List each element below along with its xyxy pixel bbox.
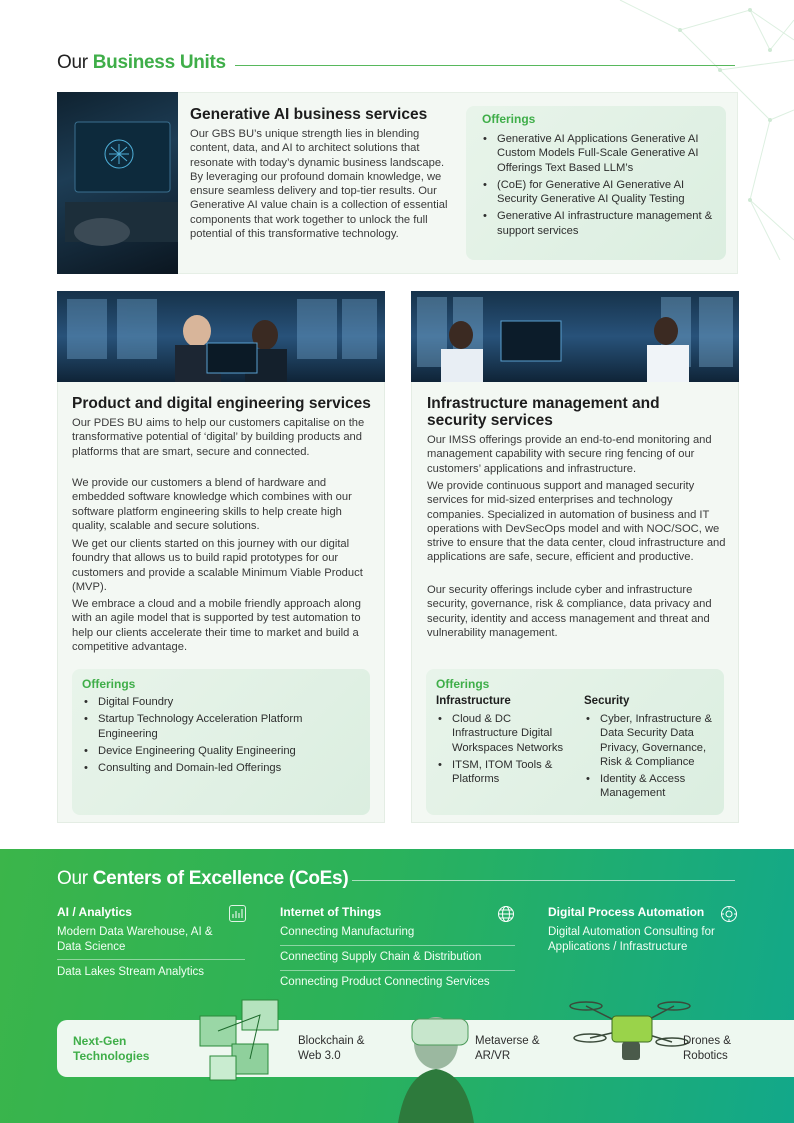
coe-iot-divider-2 <box>280 970 515 971</box>
pdes-photo <box>57 291 385 382</box>
list-item: • Device Engineering Quality Engineering <box>82 744 352 758</box>
imss-offerings-box <box>426 669 724 815</box>
list-item: • Startup Technology Acceleration Platform Engineering <box>82 712 352 741</box>
security-title: Security <box>584 695 630 707</box>
coe-divider <box>352 880 735 881</box>
list-item: • Identity & Access Management <box>584 772 716 801</box>
coe-iot-item-1: Connecting Manufacturing <box>280 926 415 938</box>
pdes-title: Product and digital engineering services <box>72 395 371 412</box>
coe-iot-item-2: Connecting Supply Chain & Distribution <box>280 951 482 963</box>
coe-title: Our Centers of Excellence (CoEs) <box>57 868 349 889</box>
list-item: • Digital Foundry <box>82 695 352 709</box>
imss-paragraph-3: Our security offerings include cyber and infrastructure security, governance, risk & compliance, data privacy and security, identity and access management and threat and vulnerability management. <box>427 584 712 639</box>
gear-icon <box>720 905 738 923</box>
pdes-paragraph-2: We provide our customers a blend of hardware and embedded software knowledge which combines with our software platform engineering skills to help create high quality, scalable and secure solutions. <box>72 477 352 532</box>
genai-photo <box>57 92 178 274</box>
pdes-paragraph-3: We get our clients started on this journey with our digital foundry that allows us to build rapid prototypes for our customers and provide a scalable Minimum Viable Product (MVP). <box>72 538 363 593</box>
genai-offerings-box <box>466 106 726 260</box>
coe-dpa-item-1: Digital Automation Consulting for Applications / Infrastructure <box>548 926 715 953</box>
coe-ai-title: AI / Analytics <box>57 905 132 919</box>
genai-offerings-title: Offerings <box>482 112 536 126</box>
pdes-offerings-box <box>72 669 370 815</box>
business-units-title: Our Business Units <box>57 52 226 73</box>
list-item: • Generative AI infrastructure management & support services <box>481 209 716 238</box>
list-item: • Cloud & DC Infrastructure Digital Workspaces Networks <box>436 712 571 755</box>
genai-body: Our GBS BU’s unique strength lies in blending content, data, and AI to architect solutions that resonate with today’s dynamic business landscape. By leveraging our profound domain knowledge, we ensure seamless delivery and top-tier results. Our Generative AI value chain is a collection of essential components that work together to unlock the full potential of this transformative technology. <box>190 128 448 241</box>
nextgen-label: Next-Gen Technologies <box>73 1034 150 1063</box>
list-item: • (CoE) for Generative AI Generative AI Security Generative AI Quality Testing <box>481 178 716 207</box>
pdes-paragraph-1: Our PDES BU aims to help our customers capitalise on the transformative potential of ‘digital’ by building products and platforms that are smart, secure and connected. <box>72 417 365 458</box>
genai-title: Generative AI business services <box>190 106 428 123</box>
coe-ai-divider <box>57 959 245 960</box>
list-item: • Generative AI Applications Generative AI Custom Models Full-Scale Generative AI Offerings Text Based LLM’s <box>481 132 716 175</box>
coe-iot-divider-1 <box>280 945 515 946</box>
pdes-offerings-title: Offerings <box>82 677 136 691</box>
imss-photo <box>411 291 739 382</box>
imss-offerings-title: Offerings <box>436 677 490 691</box>
coe-iot-title: Internet of Things <box>280 905 382 919</box>
vr-person-graphic <box>388 1003 484 1123</box>
globe-icon <box>497 905 515 923</box>
chart-icon <box>229 905 246 922</box>
list-item: • Consulting and Domain-led Offerings <box>82 761 352 775</box>
coe-ai-item-2: Data Lakes Stream Analytics <box>57 966 205 978</box>
imss-paragraph-1: Our IMSS offerings provide an end-to-end monitoring and management capability with secure ring fencing of our customers’ applications and infrastructure. <box>427 434 712 475</box>
blockchain-cubes-graphic <box>192 996 292 1096</box>
pdes-offerings-list <box>82 695 352 778</box>
coe-dpa-title: Digital Process Automation <box>548 905 705 919</box>
drone-graphic <box>568 992 694 1066</box>
title-divider <box>235 65 735 66</box>
imss-title: Infrastructure management and security services <box>427 395 660 429</box>
genai-offerings-list <box>481 132 716 241</box>
list-item: • Cyber, Infrastructure & Data Security Data Privacy, Governance, Risk & Compliance <box>584 712 716 769</box>
list-item: • ITSM, ITOM Tools & Platforms <box>436 758 571 787</box>
imss-paragraph-2: We provide continuous support and managed security services for mid-sized enterprises and technology companies. Specialized in automation of business and IT operations with DevSecOps model and with NOC/SOC, we strive to ensure that the data center, cloud infrastructure and applications are safe, secure, efficient and productive. <box>427 480 726 564</box>
pdes-paragraph-4: We embrace a cloud and a mobile friendly approach along with an agile model that is supported by test automation to help our clients accelerate their time to market and build a competitive advantage. <box>72 598 361 653</box>
nextgen-item-drones: Drones & Robotics <box>683 1035 731 1062</box>
infra-list <box>436 712 571 789</box>
security-list <box>584 712 716 804</box>
coe-iot-item-3: Connecting Product Connecting Services <box>280 976 490 988</box>
nextgen-item-metaverse: Metaverse & AR/VR <box>475 1035 540 1062</box>
infra-title: Infrastructure <box>436 695 511 707</box>
nextgen-item-blockchain: Blockchain & Web 3.0 <box>298 1035 365 1062</box>
coe-ai-item-1: Modern Data Warehouse, AI & Data Science <box>57 926 213 953</box>
